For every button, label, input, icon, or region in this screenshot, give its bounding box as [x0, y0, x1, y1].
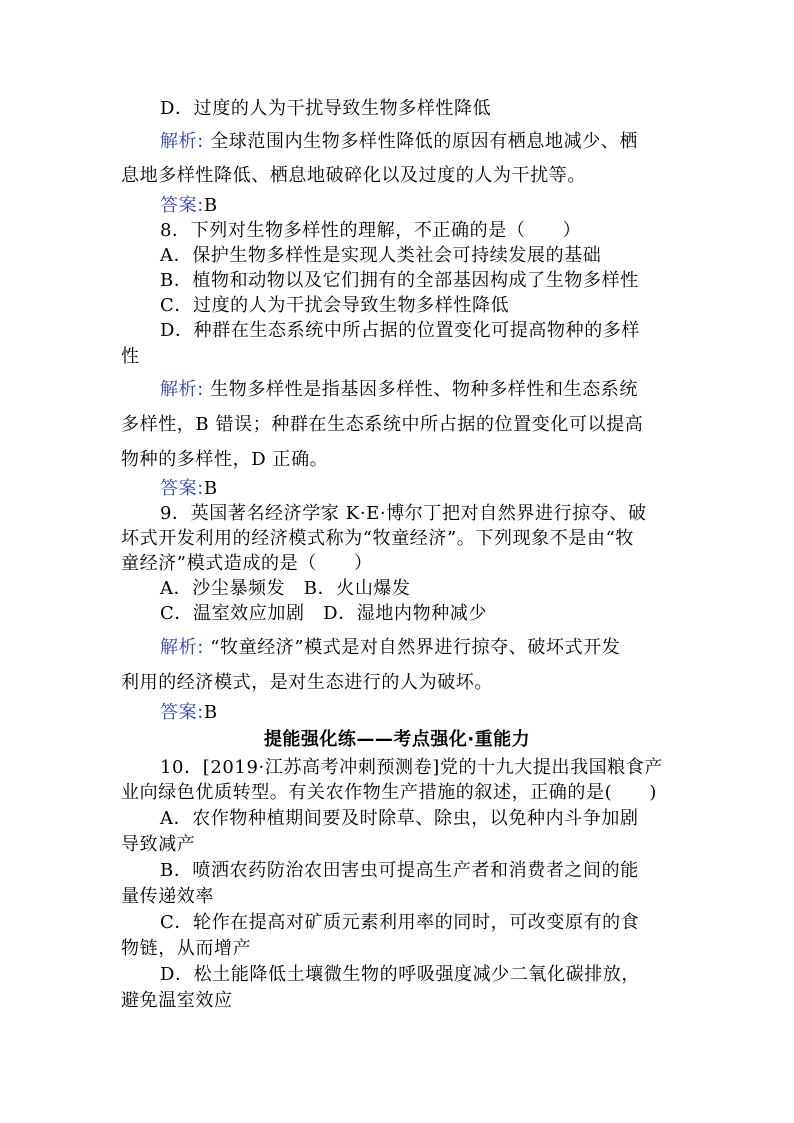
q9-stem-line-3: 童经济”模式造成的是（ ）: [121, 553, 373, 574]
q8-answer-line: [160, 478, 720, 500]
q9-analysis-text-1: “牧童经济”模式是对自然界进行掠夺、破坏式开发: [210, 637, 621, 658]
q9-options-ab: A．沙尘暴频发 B．火山爆发: [160, 578, 411, 599]
q8-option-d-line-2: 性: [121, 346, 140, 367]
q9-analysis-line-2: 利用的经济模式，是对生态进行的人为破坏。: [121, 672, 493, 693]
q10-option-a-line-1: A．农作物种植期间要及时除草、除虫，以免种内斗争加剧: [160, 808, 639, 829]
q7-answer-line: [160, 195, 720, 217]
section-title: 提能强化练——考点强化·重能力: [263, 729, 531, 750]
q8-option-b: B．植物和动物以及它们拥有的全部基因构成了生物多样性: [160, 270, 639, 291]
q9-answer: B: [203, 702, 218, 723]
q10-option-c-line-1: C．轮作在提高对矿质元素利用率的同时，可改变原有的食: [160, 912, 640, 933]
q8-option-d-line-1: D．种群在生态系统中所占据的位置变化可提高物种的多样: [160, 320, 641, 341]
analysis-label: 解析:: [160, 637, 204, 658]
q7-analysis-line-2: 息地多样性降低、栖息地破碎化以及过度的人为干扰等。: [121, 165, 586, 186]
answer-label: 答案:: [160, 478, 204, 499]
q7-analysis-line-1: [160, 131, 720, 153]
q9-options-cd: C．温室效应加剧 D．湿地内物种减少: [160, 603, 488, 624]
q8-option-c: C．过度的人为干扰会导致生物多样性降低: [160, 295, 510, 316]
q8-analysis-text-1: 生物多样性是指基因多样性、物种多样性和生态系统: [210, 379, 639, 400]
q9-stem-line-2: 坏式开发利用的经济模式称为“牧童经济”。下列现象不是由“牧: [121, 528, 635, 549]
q10-option-d-line-2: 避免温室效应: [121, 990, 233, 1011]
q8-analysis-line-2: 多样性，B 错误；种群在生态系统中所占据的位置变化可以提高: [121, 414, 644, 435]
q10-stem-line-1: 10．[2019·江苏高考冲刺预测卷]党的十九大提出我国粮食产: [160, 757, 664, 778]
q10-option-d-line-1: D．松土能降低土壤微生物的呼吸强度减少二氧化碳排放，: [160, 964, 641, 985]
q10-option-a-line-2: 导致减产: [121, 834, 196, 855]
q8-stem: 8．下列对生物多样性的理解，不正确的是（ ）: [160, 220, 582, 241]
q7-analysis-text-1: 全球范围内生物多样性降低的原因有栖息地减少、栖: [210, 131, 639, 152]
q8-analysis-line-3: 物种的多样性，D 正确。: [121, 449, 329, 470]
analysis-label: 解析:: [160, 131, 204, 152]
q7-answer: B: [203, 195, 218, 216]
q7-option-d: D．过度的人为干扰导致生物多样性降低: [160, 98, 492, 119]
q8-option-a: A．保护生物多样性是实现人类社会可持续发展的基础: [160, 245, 602, 266]
q9-analysis-line-1: [160, 637, 720, 659]
q10-option-b-line-1: B．喷洒农药防治农田害虫可提高生产者和消费者之间的能: [160, 860, 639, 881]
q9-stem-line-1: 9．英国著名经济学家 K·E·博尔丁把对自然界进行掠夺、破: [160, 503, 647, 524]
answer-label: 答案:: [160, 702, 204, 723]
q9-answer-line: [160, 702, 720, 724]
answer-label: 答案:: [160, 195, 204, 216]
q8-analysis-line-1: [160, 379, 720, 401]
analysis-label: 解析:: [160, 379, 204, 400]
q10-stem-line-2: 业向绿色优质转型。有关农作物生产措施的叙述，正确的是( ): [121, 782, 658, 803]
q8-answer: B: [203, 478, 218, 499]
q10-option-c-line-2: 物链，从而增产: [121, 938, 252, 959]
q10-option-b-line-2: 量传递效率: [121, 886, 214, 907]
